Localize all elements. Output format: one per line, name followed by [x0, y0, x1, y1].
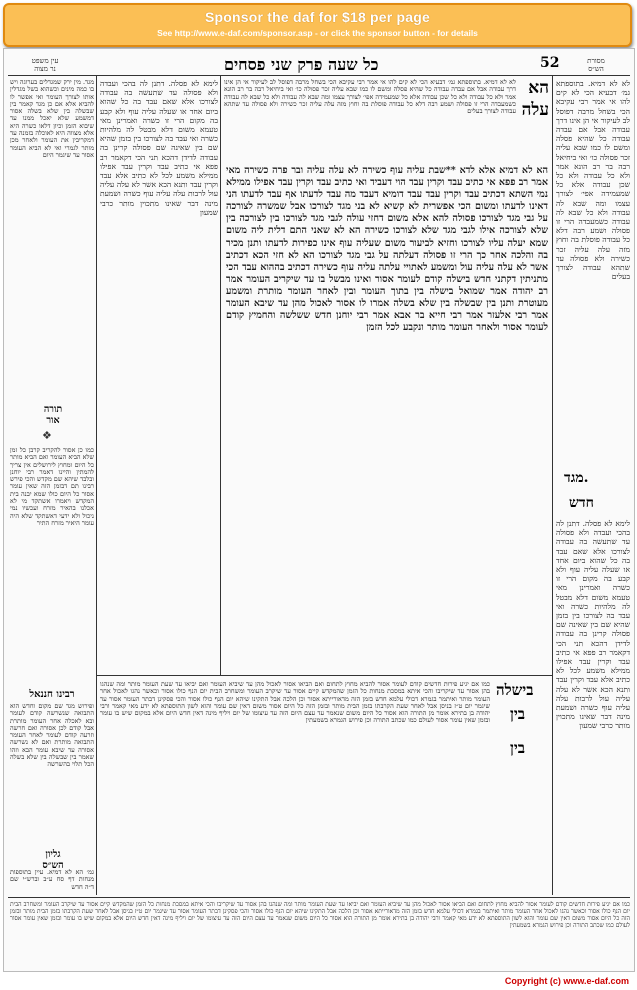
ein-mishpat-header: עין משפט נר מצוה — [31, 57, 59, 73]
page-header — [4, 55, 634, 77]
ein-mishpat-column: מגד. מין ירק שמגדלים בערוגה ויש בו כמה מינים וכשהוא בשל מגדלין אותו לצורך העומר ואי אפשר לו להביא אלא אם כן מגד קאמר בין שבשלה בין שלא בשלה אסור דמשמע שלא יאכל ממנו עד שיבוא הזמן וכיון דלאו כשרה היא אלא מצווה היא לאוכלה בזמנה עד דמקריבין את העומר ולאחר מכן מותר לגמרי ואי לא הביא העומר אסור עד שיגמר היום — [10, 79, 94, 159]
lower-divider — [96, 675, 552, 676]
keyword-chadash: חדש — [569, 495, 594, 511]
footer-commentary: כמו אם יגיע פירות חדשים קודם לעומר אסור להביא מחוץ לתחום ואם הביאו אסור לאכול מהן עד שיביא העומר ואם יביאו עד שעת העומר מותר ומה שנהגו בהן אסור עד שיקריבו והכי איתא במסכת מנחות כל הזמן שהמקדש קיים אסור עד שיקרב העומר ומשחרב הבית יום הנף כולו אסור וכאשר נהגו לאכול אחר העומר מותר ואיתמר בגמרא דכולי עלמא חדש בזמן הזה מדאורייתא אסור וכן הלכה אבל התקינו שיהא יום הנף כולו אסור והכי פסקינן דבתר העומר אסור עד שיגמר יום ט״ז בניסן אבל לאחר שעת הקרבתו בזמן הבית מותר ובזמן הזה כל היום אסור משום דאין שם עומר והוא לשון התוספתא לא ידע מאי קאמר ורבי יהודה בן בתירא אומר מן התורה הוא אסור כל היום משום שנאמר עד עצם היום הזה עד עיצומו של יום ויליף מינה דאין חדש היום אלא במקום שיש בו עומר ובזמן שאין עומר אסור לעולם כמו שכתב התורה וכן פירוש הגמרא בשמעתין — [10, 901, 630, 929]
copyright-notice[interactable]: Copyright (c) www.e-daf.com — [504, 976, 629, 986]
bottom-commentary: כמו אם יגיע פירות חדשים קודם לעומר אסור להביא מחוץ לתחום ואם הביאו אסור לאכול מהן עד שיביא העומר ואם יביאו עד שעת העומר מותר ומה שנהגו בהן אסור עד שיקריבו והכי איתא במסכת מנחות כל הזמן שהמקדש קיים אסור עד שיקרב העומר ומשחרב הבית יום הנף כולו אסור וכאשר נהגו לאכול אחר העומר מותר ואיתמר בגמרא דכולי עלמא חדש בזמן הזה מדאורייתא אסור וכן הלכה אבל התקינו שיהא יום הנף כולו אסור והכי פסקינן דבתר העומר אסור עד שיגמר יום ט״ז בניסן אבל לאחר שעת הקרבתו בזמן הבית מותר ובזמן הזה כל היום אסור משום דאין שם עומר והוא לשון התוספתא לא ידע מאי קאמר ורבי יהודה בן בתירא אומר מן התורה הוא אסור כל היום משום שנאמר עד עצם היום הזה עד עיצומו של יום ויליף מינה דאין חדש היום אלא במקום שיש בו עומר ובזמן שאין עומר אסור לעולם כמו שכתב התורה וכן פירוש הגמרא בשמעתין — [100, 681, 490, 725]
sponsor-banner[interactable] — [3, 3, 632, 47]
chapter-title: כל שעה פרק שני פסחים — [224, 55, 379, 74]
column-divider-left — [96, 75, 97, 895]
torah-ohr-label: תורה אור — [43, 404, 63, 426]
gemara-main-text: הא לא דמיא אלא לדא **שבת עליה עוף כשירה לא עלה עליה ובר פרה כשירה מאי אמר רב פפא אי כתיב עבד וקרין עבד הוי דעביד ואי כתיב עבד וקרין עבד אפילו ממילא נמי השתא דכתיב עבד וקרין עבד עבד דומיא דעבד מה עבד לדעתו אף עבד לדעתו הני דאינו לדעתו ומשום הכי אפשרית לא קשיא לא בני מגד לצורכו אבל שמשרה לצורכה על גבי מגד לצורכו פסולה להא אלא משום דחזי עולה לגבי מגד לצורכו בין לצורכה בין שלא לצורכה אילו לגבי מגד שלא לצורכו כשירה הא לא שאני התם דלית ליה משום שמא יעלה עליו לצורכו וחזיא לביעור משום שעליה עוף אינו כפירות לדעתו ותנן מכיר בה והלכה אחר כך הרי זו פסולה דעלתה על גבי מגד לצורכו הא לא חזי הכא דכתיב אשר לא עלה עליה עול ומשמע לאתויי עלתה עליה עוף כשירה דכתיב בההוא עבד הכי מתניתין דקתני חדש בישלה קודם לעומר אסור ואינו מבשל בו עד שיקריב העומר אמר רב יהודה אמר שמואל בישלה בין בתוך העומר ובין לאחר העומר מותרת ומשמע מעוטרת ותנן בין שבשלה בין שלא בשלה אמרו לו אסור לאכול מהן עד שיבא העומר אמר רבי אלעזר אמר רבי חייא בר אבא אמר רבי יוחנן חדש ששלשה והחמיץ קודם לעומר אסור ולאחר העומר מותר ונקבע לכל הזמן — [226, 165, 548, 334]
keyword-mugad: מגד. — [564, 470, 589, 486]
keyword-bishlah: בישלה — [496, 681, 534, 699]
column-divider-mid — [220, 75, 221, 675]
gilyon-hashas-label: גליון הש״ס — [42, 849, 64, 871]
torah-ohr-column: כמו כן אסור להקריב קרבן כל זמן שלא הביא העומר ואם הביא מותר כל היום ומחוץ לירושלים אין צריך להמתין והיינו דאמר רבי יוחנן ובלבד שיהא שם מקדש והכי פירש רבינו תם דבזמן הזה שאין עומר אסור כל היום כולו שמא יבנה בית המקדש ויאמרו אשתקד מי לא אכלנו בהאיר מזרח ועכשיו נמי ניכול ולא ידעי דאשתקד שלא היה עומר היאיר מזרח התיר — [10, 447, 94, 527]
keyword-bein-1: בין — [510, 705, 525, 723]
sponsor-subtitle[interactable]: See http://www.e-daf.com/sponsor.asp - or click the sponsor button - for details — [157, 28, 478, 38]
tosafot-column: לימא לא פסלה. דתנן לה בהכי ועבדה ולא פסולה עד שתעשה בה עבודה לצורכו אלא שאם עבד בה כל שהוא ביום אחד או שעלה עליה עוף ולא קבע בה מקום הרי זו כשרה ואמרינן מאי טעמא משום דלא מבטל לה מלהיות כשרה ואי עבד בה לצורכו בין בזמן שהיא שם בין שאינה שם פסולה קרינן בה עבודה לדידן דהכא תני הכי דקאמר רב פפא אי כתיב עבד וקרין עבד אפילו ממילא משמע לכל לא כתיב אלא עבד וקרין עבד ותנא הכא אשר לא עלה עליה עול לרבות עלה עליה עוף כשרה ושמעת מינה דבר שאינו מתכוין מותר כרבי שמעון — [100, 79, 218, 217]
talmud-page — [3, 48, 635, 972]
opening-word-2: עלה — [521, 100, 549, 120]
rashi-column-lower: לימא לא פסלה. דתנן לה בהכי ועבדה ולא פסולה עד שתעשה בה עבודה לצורכו אלא שאם עבד בה כל שהוא ביום אחד או שעלה עליה עוף ולא קבע בה מקום הרי זו כשרה ואמרינן מאי טעמא משום דלא מבטל לה מלהיות כשרה ואי עבד בה לצורכו בין בזמן שהיא שם בין שאינה שם פסולה קרינן בה עבודה לדידן דהכא תני הכי דקאמר רב פפא אי כתיב עבד וקרין עבד אפילו ממילא משמע לכל לא כתיב אלא עבד וקרין עבד ותנא הכא אשר לא עלה עליה עול לרבות עלה עליה עוף כשרה ושמעת מינה דבר שאינו מתכוין מותר כרבי שמעון — [556, 519, 630, 731]
sponsor-title[interactable]: Sponsor the daf for $18 per page — [205, 9, 430, 25]
main-opening — [224, 79, 549, 161]
footer-divider — [8, 897, 630, 898]
header-divider — [8, 75, 630, 76]
masoret-hashas-header: מסורת הש״ס — [587, 57, 605, 73]
rabbeinu-chananel-label: רבינו חננאל — [29, 689, 75, 700]
keyword-bein-2: בין — [510, 739, 525, 757]
page-number: 52 — [540, 55, 560, 71]
rashi-opening: לא לא דמיא. בתוספתא גמ׳ דבעיא הכי לא קים להו אי אמר רבי עקיבא הכי בשחל מרבה דפוסל לב לעיקור אי הן אינו דרך עבודה אבל אם עבדה עבודה כל שהיא פסלה ומשם לו כמו שבא עליה זכר פסולה כו׳ ואי ביחיאל רבה בר רב הונא אמר ולא כל עבודה ולא כל שכן עבודה אלא כל שמעמידה אפי׳ לצורך עצמו ומה שבא לה עבודה ולא כל שבא לה עבודה כשמעבדה הרי זו פסולה ושמע רבה דלא כל עבודה פוסלת בה וחוץ מזה עלה עליה זכר כשירה ולא פסולה עד שתהא עבודה לצורך בעלים — [224, 79, 516, 116]
ornament-icon: ❖ — [42, 429, 52, 442]
gilyon-hashas-column: גמ׳ הא לא דמיא. עיין בתוספות מנחות דף סח ע״ב וברש״י שם ד״ה חדש — [10, 869, 94, 891]
rabbeinu-chananel-column: ופירוש מגד שם מקום וחדש הוא התבואה שנשרשה קודם לעומר ובא לאכלה אחר העומר מותרת אבל קודם לכן אסורה ואם חרשה וזרעה קודם לעומר לאחר העומר התבואה מותרת ואם לא נשרשה אסורה עד שיבא עומר הבא וזהו שאמר בין שבשלה בין שלא בשלה הכל תלוי בהשרשה — [10, 703, 94, 769]
rashi-column: לא לא דמיא. בתוספתא גמ׳ דבעיא הכי לא קים להו אי אמר רבי עקיבא הכי בשחל מרבה דפוסל לב לעיקור אי הן אינו דרך עבודה אבל אם עבדה עבודה כל שהיא פסלה ומשם לו כמו שבא עליה זכר פסולה כו׳ ואי ביחיאל רבה בר רב הונא אמר ולא כל עבודה ולא כל שכן עבודה אלא כל שמעמידה אפי׳ לצורך עצמו ומה שבא לה עבודה ולא כל שבא לה עבודה כשמעבדה הרי זו פסולה ושמע רבה דלא כל עבודה פוסלת בה וחוץ מזה עלה עליה זכר כשירה ולא פסולה עד שתהא עבודה לצורך בעלים — [556, 79, 630, 282]
opening-word-1: הא — [528, 78, 549, 98]
column-divider-right — [552, 75, 553, 895]
